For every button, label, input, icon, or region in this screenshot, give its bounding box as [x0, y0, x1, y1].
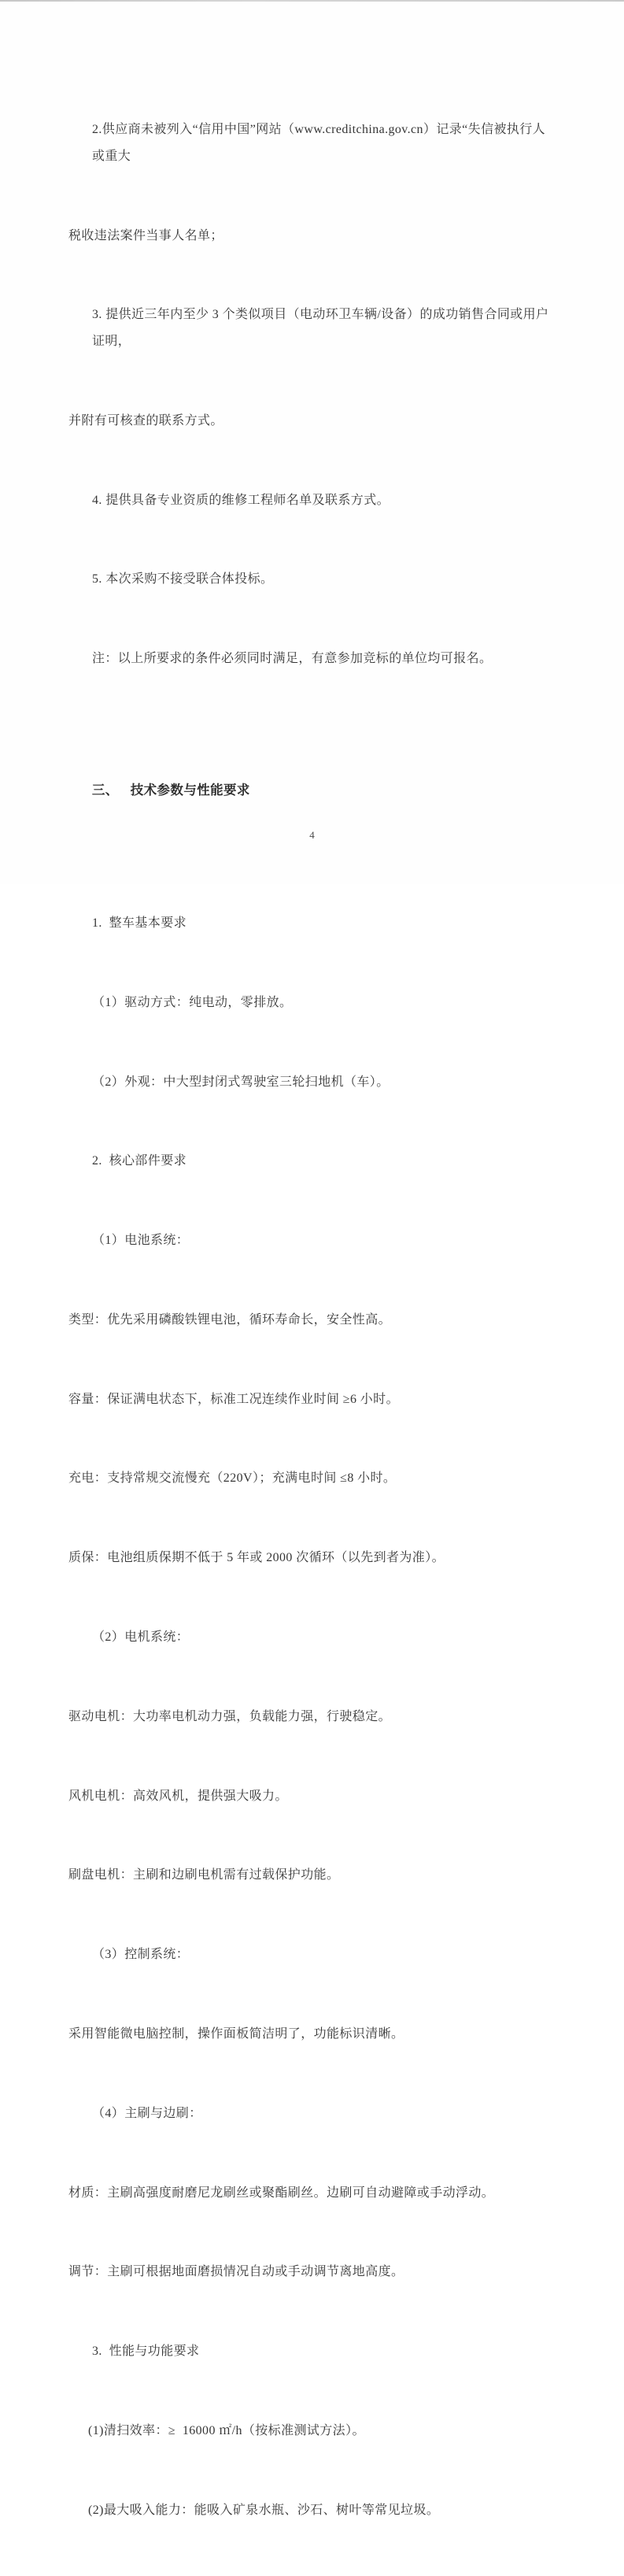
doc-line: 调节：主刷可根据地面磨损情况自动或手动调节离地高度。 [68, 2265, 404, 2279]
doc-line: (2)最大吸入能力：能吸入矿泉水瓶、沙石、树叶等常见垃圾。 [88, 2503, 440, 2517]
section-heading-number: 三、 [91, 783, 119, 798]
page-number: 4 [309, 829, 315, 841]
doc-line: 2. 核心部件要求 [92, 1154, 187, 1168]
doc-line: 容量：保证满电状态下，标准工况连续作业时间 ≥6 小时。 [68, 1392, 399, 1406]
section-heading-title: 技术参数与性能要求 [130, 783, 250, 798]
doc-line: （2）外观：中大型封闭式驾驶室三轮扫地机（车）。 [92, 1075, 390, 1089]
doc-line: 5. 本次采购不接受联合体投标。 [92, 572, 274, 587]
doc-line: （3）控制系统： [92, 1948, 190, 1962]
doc-line: （4）主刷与边刷： [92, 2106, 202, 2120]
doc-line: 风机电机：高效风机，提供强大吸力。 [68, 1789, 288, 1803]
doc-line: 充电：支持常规交流慢充（220V）；充满电时间 ≤8 小时。 [68, 1471, 397, 1486]
doc-line: 材质：主刷高强度耐磨尼龙刷丝或聚酯刷丝。边刷可自动避障或手动浮动。 [68, 2186, 495, 2200]
doc-line: 1. 整车基本要求 [92, 916, 187, 930]
doc-line: 并附有可核查的联系方式。 [68, 413, 223, 427]
doc-line: (1)清扫效率：≥ 16000 ㎡/h（按标准测试方法）。 [88, 2423, 365, 2437]
doc-line: （2）电机系统： [92, 1630, 190, 1645]
doc-line: 注：以上所要求的条件必须同时满足，有意参加竞标的单位均可报名。 [92, 652, 493, 666]
doc-line: 采用智能微电脑控制，操作面板简洁明了，功能标识清晰。 [68, 2026, 404, 2041]
document-body [68, 64, 558, 2576]
doc-line: 2.供应商未被列入“信用中国”网站（www.creditchina.gov.cn）记录“失信被执行人或重大 [92, 123, 546, 163]
section-heading [68, 751, 558, 831]
scan-artifact-line [0, 0, 624, 2]
doc-line: 4. 提供具备专业资质的维修工程师名单及联系方式。 [92, 493, 390, 507]
doc-line: 税收违法案件当事人名单； [68, 228, 223, 242]
doc-line: （1）驱动方式：纯电动，零排放。 [92, 995, 293, 1009]
doc-line: 质保：电池组质保期不低于 5 年或 2000 次循环（以先到者为准）。 [68, 1551, 445, 1565]
doc-line: 驱动电机：大功率电机动力强，负载能力强，行驶稳定。 [68, 1709, 392, 1723]
doc-line: 刷盘电机：主刷和边刷电机需有过载保护功能。 [68, 1868, 340, 1882]
doc-line: 类型：优先采用磷酸铁锂电池，循环寿命长，安全性高。 [68, 1312, 392, 1327]
doc-line: 3. 提供近三年内至少 3 个类似项目（电动环卫车辆/设备）的成功销售合同或用户证明， [92, 308, 549, 348]
doc-line: （1）电池系统： [92, 1234, 190, 1248]
doc-line: 3. 性能与功能要求 [92, 2345, 200, 2359]
